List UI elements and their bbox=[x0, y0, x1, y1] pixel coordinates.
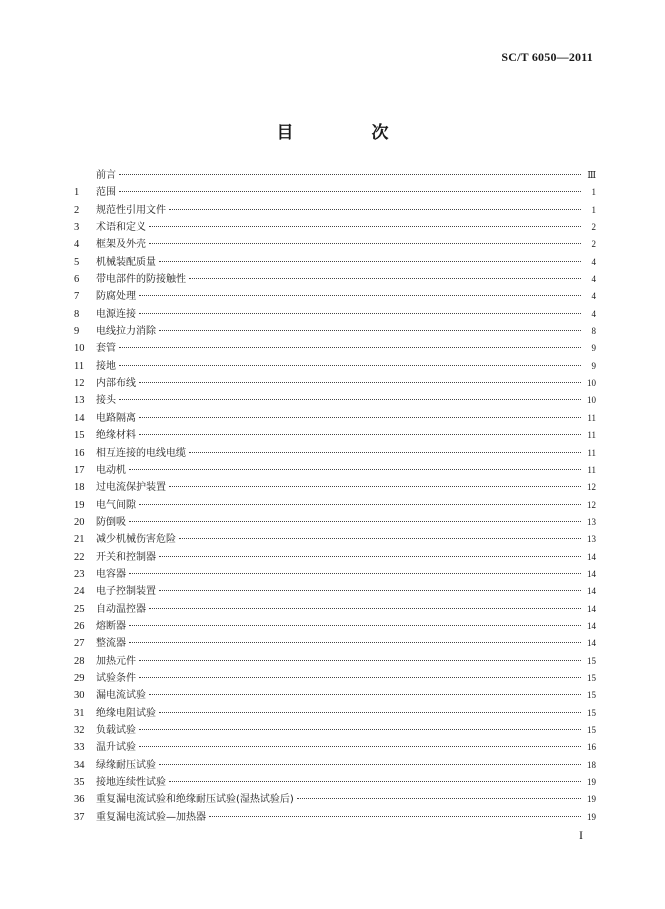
toc-entry-title: 带电部件的防接触性 bbox=[96, 274, 186, 286]
toc-entry-title: 温升试验 bbox=[96, 742, 136, 754]
toc-entry-number: 17 bbox=[74, 464, 85, 476]
toc-entry-page: 13 bbox=[587, 516, 596, 527]
toc-entry-number: 3 bbox=[74, 222, 80, 234]
toc-entry[interactable] bbox=[74, 809, 596, 826]
toc-entry[interactable] bbox=[74, 427, 596, 444]
toc-entry[interactable] bbox=[74, 479, 596, 496]
toc-entry-title: 加热元件 bbox=[96, 655, 136, 667]
toc-entry-title: 相互连接的电线电缆 bbox=[96, 447, 186, 459]
toc-entry[interactable] bbox=[74, 497, 596, 514]
toc-entry[interactable] bbox=[74, 410, 596, 427]
toc-entry-title: 机械装配质量 bbox=[96, 256, 156, 268]
toc-entry-title: 接头 bbox=[96, 395, 116, 407]
toc-dot-leader bbox=[149, 694, 581, 695]
toc-entry-page: Ⅲ bbox=[587, 170, 596, 180]
toc-entry-title: 电动机 bbox=[96, 464, 126, 476]
toc-entry[interactable] bbox=[74, 306, 596, 323]
toc-entry-page: 14 bbox=[587, 620, 596, 631]
toc-entry-title: 减少机械伤害危险 bbox=[96, 534, 176, 546]
toc-entry[interactable] bbox=[74, 375, 596, 392]
toc-dot-leader bbox=[119, 365, 581, 366]
toc-entry[interactable] bbox=[74, 618, 596, 635]
toc-entry-page: 18 bbox=[587, 759, 596, 770]
toc-entry-title: 绿缘耐压试验 bbox=[96, 759, 156, 771]
toc-dot-leader bbox=[139, 677, 581, 678]
toc-dot-leader bbox=[139, 295, 581, 296]
toc-dot-leader bbox=[159, 712, 581, 713]
toc-entry[interactable] bbox=[74, 601, 596, 618]
toc-entry-page: 15 bbox=[587, 707, 596, 718]
toc-entry-number: 34 bbox=[74, 759, 85, 771]
toc-dot-leader bbox=[169, 209, 581, 210]
toc-entry[interactable] bbox=[74, 583, 596, 600]
toc-entry-title: 重复漏电流试验和绝缘耐压试验(湿热试验后) bbox=[96, 794, 294, 806]
toc-entry[interactable] bbox=[74, 462, 596, 479]
toc-entry-page: 10 bbox=[587, 378, 596, 389]
toc-entry-number: 35 bbox=[74, 777, 85, 789]
toc-entry-title: 负载试验 bbox=[96, 725, 136, 736]
toc-entry-number: 12 bbox=[74, 378, 85, 390]
toc-list bbox=[74, 167, 596, 826]
toc-entry[interactable] bbox=[74, 392, 596, 409]
toc-entry-number: 9 bbox=[74, 326, 80, 338]
document-code: SC/T 6050—2011 bbox=[501, 50, 593, 64]
toc-entry-page: 15 bbox=[587, 725, 596, 735]
toc-entry[interactable] bbox=[74, 687, 596, 704]
toc-entry-number: 33 bbox=[74, 742, 85, 754]
toc-entry-page: 4 bbox=[591, 291, 596, 302]
toc-dot-leader bbox=[139, 660, 581, 661]
toc-dot-leader bbox=[139, 729, 581, 730]
toc-dot-leader bbox=[119, 174, 581, 175]
toc-dot-leader bbox=[139, 504, 581, 505]
toc-entry-title: 防倒吸 bbox=[96, 516, 126, 528]
toc-dot-leader bbox=[119, 347, 581, 348]
toc-entry-number: 13 bbox=[74, 395, 85, 407]
toc-dot-leader bbox=[169, 781, 581, 782]
toc-entry-number: 22 bbox=[74, 551, 85, 563]
toc-entry[interactable] bbox=[74, 271, 596, 288]
toc-dot-leader bbox=[129, 469, 581, 470]
toc-entry-title: 整流器 bbox=[96, 638, 126, 650]
toc-entry-title: 电线拉力消除 bbox=[96, 326, 156, 338]
toc-entry-title: 接地连续性试验 bbox=[96, 777, 166, 789]
toc-entry-page: 11 bbox=[587, 430, 596, 441]
toc-entry-title: 电路隔离 bbox=[96, 412, 136, 424]
toc-entry-number: 18 bbox=[74, 482, 85, 494]
toc-dot-leader bbox=[159, 764, 581, 765]
toc-entry-title: 漏电流试验 bbox=[96, 690, 146, 702]
toc-dot-leader bbox=[159, 556, 581, 557]
toc-entry[interactable] bbox=[74, 635, 596, 652]
toc-dot-leader bbox=[149, 243, 581, 244]
toc-entry-page: 14 bbox=[587, 551, 596, 562]
toc-entry[interactable] bbox=[74, 757, 596, 774]
toc-dot-leader bbox=[129, 642, 581, 643]
toc-entry[interactable] bbox=[74, 549, 596, 566]
toc-dot-leader bbox=[129, 625, 581, 626]
toc-entry-page: 15 bbox=[587, 672, 596, 683]
toc-entry-number: 15 bbox=[74, 430, 85, 442]
toc-entry-title: 过电流保护装置 bbox=[96, 482, 166, 494]
toc-entry-number: 29 bbox=[74, 672, 85, 684]
toc-entry-title: 术语和定义 bbox=[96, 222, 146, 234]
toc-entry[interactable] bbox=[74, 566, 596, 583]
toc-entry[interactable] bbox=[74, 340, 596, 357]
toc-entry[interactable] bbox=[74, 705, 596, 722]
toc-dot-leader bbox=[119, 191, 581, 192]
toc-entry-number: 27 bbox=[74, 638, 85, 650]
toc-entry[interactable] bbox=[74, 445, 596, 462]
toc-entry[interactable] bbox=[74, 739, 596, 756]
toc-entry-number: 11 bbox=[74, 360, 85, 372]
toc-entry-number: 10 bbox=[74, 343, 85, 355]
toc-entry-title: 电容器 bbox=[96, 568, 126, 580]
toc-dot-leader bbox=[297, 798, 581, 799]
toc-entry-page: 10 bbox=[587, 395, 596, 406]
toc-entry[interactable] bbox=[74, 254, 596, 271]
toc-entry-title: 绝缘材料 bbox=[96, 430, 136, 442]
toc-entry[interactable] bbox=[74, 531, 596, 548]
toc-entry-number: 30 bbox=[74, 690, 85, 702]
toc-entry-number: 6 bbox=[74, 274, 80, 286]
toc-dot-leader bbox=[149, 608, 581, 609]
toc-entry-page: 14 bbox=[587, 568, 596, 579]
toc-entry-page: 14 bbox=[587, 603, 596, 614]
toc-entry-page: 15 bbox=[587, 690, 596, 701]
toc-entry[interactable] bbox=[74, 219, 596, 236]
toc-entry-page: 13 bbox=[587, 534, 596, 545]
toc-entry-page: 4 bbox=[591, 256, 596, 267]
toc-dot-leader bbox=[139, 417, 581, 418]
toc-entry-page: 2 bbox=[591, 239, 596, 250]
toc-dot-leader bbox=[139, 746, 581, 747]
toc-entry[interactable] bbox=[74, 791, 596, 808]
toc-entry-page: 15 bbox=[587, 655, 596, 666]
toc-dot-leader bbox=[139, 434, 581, 435]
toc-entry-number: 14 bbox=[74, 412, 85, 424]
toc-entry[interactable] bbox=[74, 184, 596, 201]
toc-dot-leader bbox=[209, 816, 581, 817]
toc-dot-leader bbox=[119, 399, 581, 400]
toc-dot-leader bbox=[149, 226, 581, 227]
toc-entry-number: 8 bbox=[74, 308, 80, 320]
toc-entry-number: 23 bbox=[74, 568, 85, 580]
toc-entry-number: 5 bbox=[74, 256, 80, 268]
toc-entry-title: 套管 bbox=[96, 343, 116, 355]
toc-entry-number: 26 bbox=[74, 620, 85, 632]
toc-title: 目 次 bbox=[276, 123, 425, 143]
toc-dot-leader bbox=[129, 573, 581, 574]
toc-entry-page: 2 bbox=[591, 222, 596, 233]
toc-dot-leader bbox=[169, 486, 581, 487]
toc-entry-title: 试验条件 bbox=[96, 672, 136, 684]
toc-entry-title: 防腐处理 bbox=[96, 291, 136, 303]
toc-entry-title: 规范性引用文件 bbox=[96, 204, 166, 216]
toc-dot-leader bbox=[179, 538, 581, 539]
toc-entry-number: 19 bbox=[74, 499, 85, 511]
toc-entry-page: 1 bbox=[591, 204, 596, 215]
toc-entry-number: 37 bbox=[74, 811, 85, 823]
toc-entry[interactable] bbox=[74, 514, 596, 531]
toc-entry-title: 电源连接 bbox=[96, 308, 136, 320]
toc-dot-leader bbox=[139, 382, 581, 383]
toc-entry-page: 9 bbox=[591, 343, 596, 354]
toc-dot-leader bbox=[159, 590, 581, 591]
toc-entry[interactable] bbox=[74, 288, 596, 305]
toc-entry-number: 31 bbox=[74, 707, 85, 719]
toc-dot-leader bbox=[189, 278, 581, 279]
toc-entry-page: 8 bbox=[591, 326, 596, 337]
toc-entry-page: 14 bbox=[587, 586, 596, 597]
toc-dot-leader bbox=[129, 521, 581, 522]
toc-entry-number: 25 bbox=[74, 603, 85, 615]
toc-entry-number: 28 bbox=[74, 655, 85, 667]
toc-entry-title: 范围 bbox=[96, 187, 116, 199]
toc-entry[interactable] bbox=[74, 722, 596, 739]
toc-entry-number: 7 bbox=[74, 291, 80, 303]
toc-entry-page: 9 bbox=[591, 360, 596, 371]
toc-entry-title: 绝缘电阻试验 bbox=[96, 707, 156, 719]
toc-entry[interactable] bbox=[74, 670, 596, 687]
toc-entry-number: 20 bbox=[74, 516, 85, 528]
toc-entry-number: 21 bbox=[74, 534, 85, 546]
toc-entry-title: 自动温控器 bbox=[96, 603, 146, 615]
toc-entry-number: 4 bbox=[74, 239, 80, 251]
toc-entry-page: 12 bbox=[587, 499, 596, 510]
toc-entry-number: 24 bbox=[74, 586, 85, 598]
toc-entry[interactable] bbox=[74, 358, 596, 375]
toc-entry[interactable] bbox=[74, 653, 596, 670]
toc-entry-page: 19 bbox=[587, 811, 596, 822]
toc-dot-leader bbox=[189, 452, 581, 453]
toc-entry-title: 电气间隙 bbox=[96, 499, 136, 511]
toc-entry-page: 4 bbox=[591, 308, 596, 319]
toc-entry-page: 1 bbox=[591, 187, 596, 198]
toc-entry-page: 14 bbox=[587, 638, 596, 649]
page-number: I bbox=[579, 828, 583, 842]
toc-entry-title: 前言 bbox=[96, 170, 116, 181]
toc-entry-page: 19 bbox=[587, 777, 596, 788]
toc-entry-title: 电子控制装置 bbox=[96, 586, 156, 598]
toc-dot-leader bbox=[159, 330, 581, 331]
toc-entry-title: 熔断器 bbox=[96, 620, 126, 632]
toc-entry-page: 11 bbox=[587, 412, 596, 423]
toc-entry[interactable] bbox=[74, 202, 596, 219]
toc-dot-leader bbox=[159, 261, 581, 262]
toc-entry-page: 19 bbox=[587, 794, 596, 805]
toc-entry-page: 11 bbox=[587, 464, 596, 475]
toc-entry-title: 接地 bbox=[96, 360, 116, 372]
toc-entry-page: 12 bbox=[587, 482, 596, 493]
toc-entry[interactable] bbox=[74, 774, 596, 791]
toc-entry-number: 1 bbox=[74, 187, 80, 199]
toc-entry-title: 内部布线 bbox=[96, 378, 136, 390]
toc-entry-page: 11 bbox=[587, 447, 596, 458]
toc-entry-number: 36 bbox=[74, 794, 85, 806]
toc-entry-page: 16 bbox=[587, 742, 596, 753]
toc-entry-number: 32 bbox=[74, 725, 85, 736]
toc-entry[interactable] bbox=[74, 236, 596, 253]
toc-entry-page: 4 bbox=[591, 274, 596, 285]
toc-entry[interactable] bbox=[74, 167, 596, 184]
toc-entry-title: 框架及外壳 bbox=[96, 239, 146, 251]
toc-entry-title: 开关和控制器 bbox=[96, 551, 156, 563]
toc-entry[interactable] bbox=[74, 323, 596, 340]
toc-dot-leader bbox=[139, 313, 581, 314]
toc-entry-title: 重复漏电流试验—加热器 bbox=[96, 811, 206, 823]
toc-entry-number: 2 bbox=[74, 204, 80, 216]
toc-entry-number: 16 bbox=[74, 447, 85, 459]
